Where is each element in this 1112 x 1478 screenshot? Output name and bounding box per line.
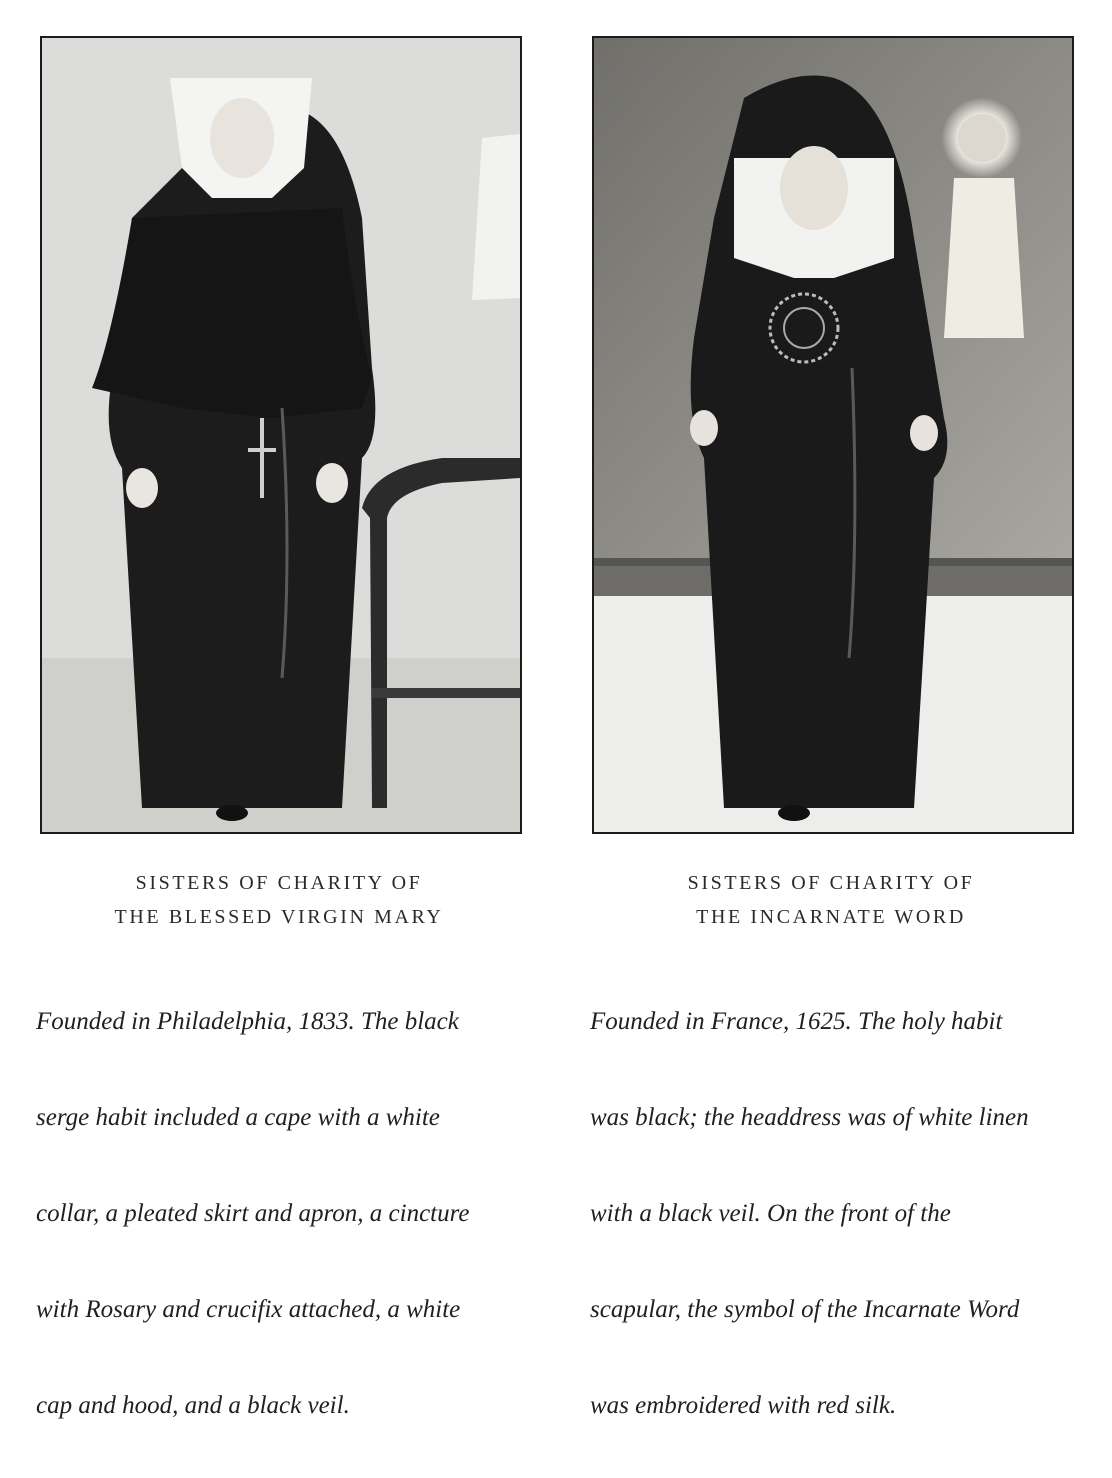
caption-line: Founded in France, 1625. The holy habit [590,1008,1003,1035]
caption-line: with a black veil. On the front of the [590,1200,951,1227]
photo-sisters-of-charity-bvm [40,36,522,834]
heading-incarnate-word [592,866,1070,934]
caption-line: was black; the headdress was of white linen [590,1104,1029,1131]
caption-line: with Rosary and crucifix attached, a white [36,1296,461,1323]
caption-line: collar, a pleated skirt and apron, a cincture [36,1200,470,1227]
caption-blessed-virgin-mary [36,950,536,1478]
nun-figure-incarnate-word-illustration [594,38,1072,832]
caption-incarnate-word [590,950,1080,1478]
heading-line-2: THE INCARNATE WORD [696,906,966,928]
caption-line: scapular, the symbol of the Incarnate Word [590,1296,1020,1323]
heading-blessed-virgin-mary [40,866,518,934]
heading-line-1: SISTERS OF CHARITY OF [135,872,423,894]
photo-sisters-of-charity-incarnate-word [592,36,1074,834]
nun-figure-bvm-illustration [42,38,520,832]
caption-line: was embroidered with red silk. [590,1392,897,1419]
caption-line: Founded in Philadelphia, 1833. The black [36,1008,459,1035]
caption-line: serge habit included a cape with a white [36,1104,440,1131]
heading-line-1: SISTERS OF CHARITY OF [687,872,975,894]
heading-line-2: THE BLESSED VIRGIN MARY [114,906,444,928]
caption-line: cap and hood, and a black veil. [36,1392,350,1419]
